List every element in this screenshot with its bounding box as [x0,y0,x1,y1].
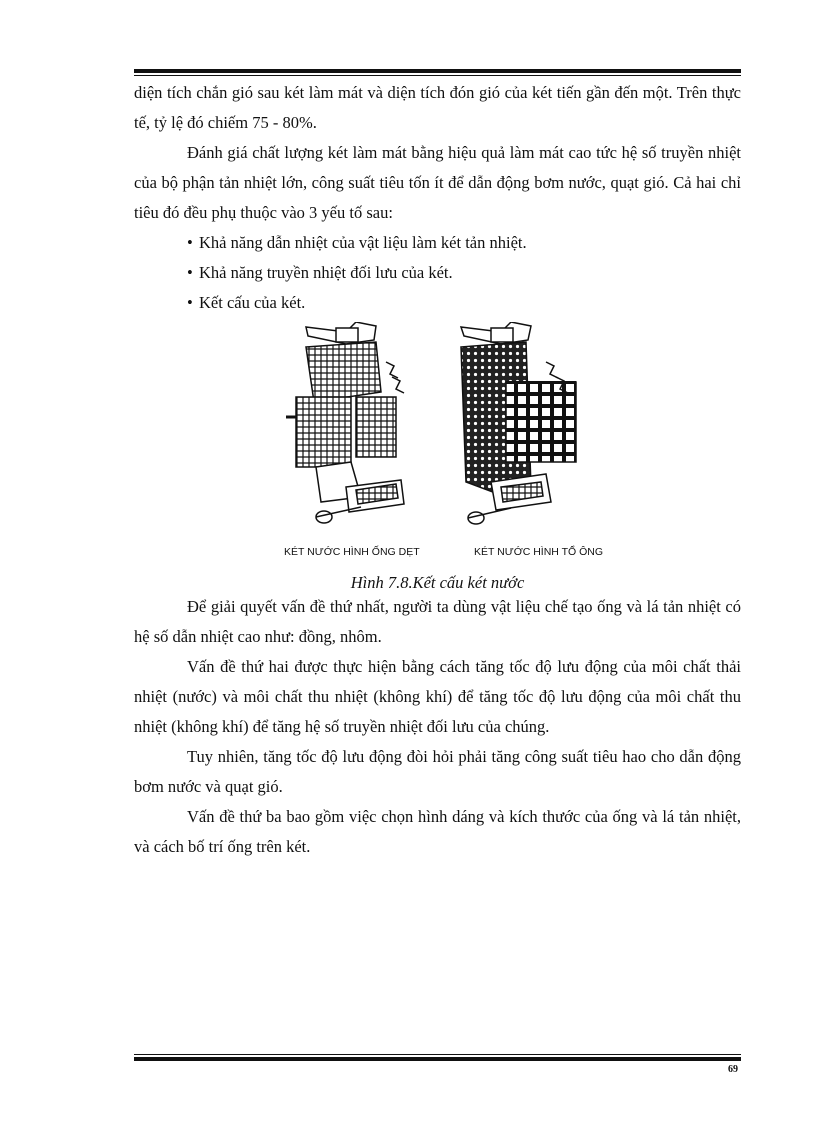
paragraph-4: Vấn đề thứ hai được thực hiện bằng cách tăng tốc độ lưu động của môi chất thải nhiệt (nước) và môi chất thu nhiệt (không khí) để tăng tốc độ lưu động của môi chất thu nhiệt (không khí) để tăng hệ số truyền nhiệt đối lưu của chúng. [134,657,741,736]
bullet-dot-icon: • [187,263,193,282]
paragraph-1: diện tích chắn gió sau két làm mát và diện tích đón gió của két tiến gần đến một. Trên thực tế, tỷ lệ đó chiếm 75 - 80%. [134,83,741,132]
radiator-illustration [276,322,606,537]
header-rule [134,69,741,76]
figure-label-left: KÉT NƯỚC HÌNH ỐNG DẸT [284,546,420,558]
figure-label-right: KÉT NƯỚC HÌNH TỔ ÔNG [474,546,604,558]
bullet-item: • Khả năng dẫn nhiệt của vật liệu làm két tản nhiệt. [134,228,741,258]
bullet-dot-icon: • [187,233,193,252]
page-number: 69 [728,1064,738,1075]
flat-tube-radiator [286,322,404,523]
figure-caption: Hình 7.8.Kết cấu két nước [350,573,525,592]
paragraph-5: Tuy nhiên, tăng tốc độ lưu động đòi hỏi phải tăng công suất tiêu hao cho dẫn động bơm nước và quạt gió. [134,747,741,796]
paragraph-6: Vấn đề thứ ba bao gồm việc chọn hình dáng và kích thước của ống và lá tản nhiệt, và cách bố trí ống trên két. [134,807,741,856]
bullet-dot-icon: • [187,293,193,312]
paragraph-3: Để giải quyết vấn đề thứ nhất, người ta dùng vật liệu chế tạo ống và lá tản nhiệt có hệ số dẫn nhiệt cao như: đồng, nhôm. [134,597,741,646]
page-body [134,78,741,862]
paragraph-2: Đánh giá chất lượng két làm mát bằng hiệu quả làm mát cao tức hệ số truyền nhiệt của bộ phận tản nhiệt lớn, công suất tiêu tốn ít để dẫn động bơm nước, quạt gió. Cả hai chỉ tiêu đó đều phụ thuộc vào 3 yếu tố sau: [134,143,741,222]
honeycomb-radiator [461,322,576,524]
bullet-item: • Kết cấu của két. [134,288,741,318]
bullet-list [134,228,741,318]
radiator-figure [134,322,741,592]
footer-rule [134,1054,741,1061]
bullet-item: • Khả năng truyền nhiệt đối lưu của két. [134,258,741,288]
